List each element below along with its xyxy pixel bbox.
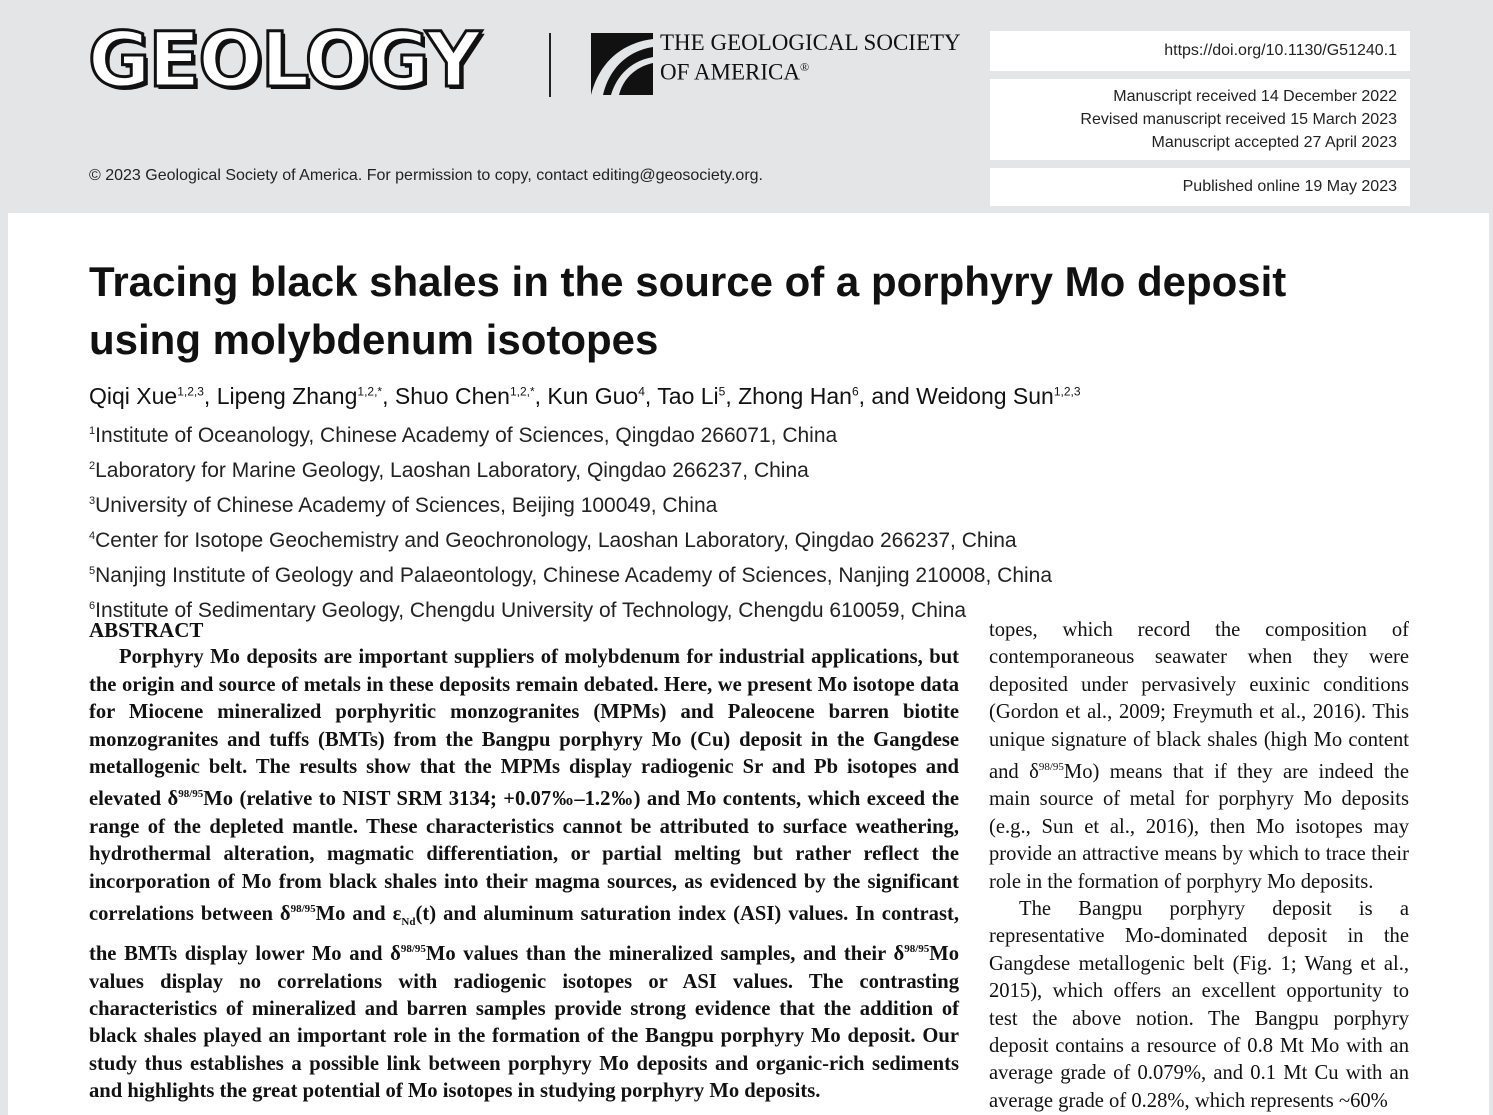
author: Shuo Chen$^{1,2,*}$, [394,383,548,409]
affiliation-item: $^3$University of Chinese Academy of Sciences, Beijing 100049, China [89,494,718,517]
published-box [990,168,1410,206]
page-margin-left [0,213,8,1115]
affiliation-item: $^4$Center for Isotope Geochemistry and Geochronology, Laoshan Laboratory, Qingdao 266237, China [89,529,1017,552]
affiliation-item: $^1$Institute of Oceanology, Chinese Academy of Sciences, Qingdao 266071, China [89,424,838,447]
author: Zhong Han$^6$, and [738,383,917,409]
journal-logo: GEOLOGY [88,15,479,104]
society-name [660,30,961,85]
affiliation-item: $^5$Nanjing Institute of Geology and Palaeontology, Chinese Academy of Sciences, Nanjing 210008, China [89,564,1053,587]
affiliation-list [89,416,1052,626]
affiliation-item: $^2$Laboratory for Marine Geology, Laoshan Laboratory, Qingdao 266237, China [89,459,809,482]
author: Lipeng Zhang$^{1,2,*}$, [216,383,395,409]
author: Weidong Sun$^{1,2,3}$ [916,383,1081,409]
doi-box [990,31,1410,71]
society-name-line2 [660,55,961,85]
registered-mark: ® [799,60,810,74]
affiliation-item: $^6$Institute of Sedimentary Geology, Chengdu University of Technology, Chengdu 610059, China [89,599,966,622]
gsa-logo-icon [591,33,653,95]
abstract-heading: ABSTRACT [89,618,204,642]
abstract-column [89,617,959,1106]
article-title: Tracing black shales in the source of a porphyry Mo deposit using molybdenum isotopes [89,258,1287,363]
copyright-notice: © 2023 Geological Society of America. For permission to copy, contact editing@geosociety.org. [89,167,763,184]
dates-box [990,79,1410,160]
page-margin-right [1489,213,1493,1115]
body-paragraph: The Bangpu porphyry deposit is a representative Mo-dominated deposit in the Gangdese metallogenic belt (Fig. 1; Wang et al., 2015), which offers an excellent opportunity to test the above notion. The Bangpu porphyry deposit contains a resource of 0.8 Mt Mo with an average grade of 0.079%, and 0.1 Mt Cu with an average grade of 0.28%, which represents ~60% [989,897,1409,1112]
published-date: Published online 19 May 2023 [1182,178,1397,195]
author-list [89,383,1081,410]
doi-link[interactable]: https://doi.org/10.1130/G51240.1 [1164,42,1397,59]
abstract-text: Porphyry Mo deposits are important suppliers of molybdenum for industrial applications, but the origin and source of metals in these deposits remain debated. Here, we present Mo isotope data for Miocene mineralized porphyritic monzogranites (MPMs) and Paleocene barren biotite monzogranites and tuffs (BMTs) from the Bangpu porphyry Mo (Cu) deposit in the Gangdese metallogenic belt. The results show that the MPMs display radiogenic Sr and Pb isotopes and elevated $\delta^{98/95}Mo$ (relative to NIST SRM 3134; +0.07‰–1.2‰) and Mo contents, which exceed the range of the depleted mantle. These characteristics cannot be attributed to surface weathering, hydrothermal alteration, magmatic differentiation, or partial melting but rather reflect the incorporation of Mo from black shales into their magma sources, as evidenced by the significant correlations between $\delta^{98/95}Mo$ and $\varepsilon_{Nd}(t)$ and aluminum saturation index (ASI) values. In contrast, the BMTs display lower Mo and $\delta^{98/95}Mo$ values than the mineralized samples, and their $\delta^{98/95}Mo$ values display no correlations with radiogenic isotopes or ASI values. The contrasting characteristics of mineralized and barren samples provide strong evidence that the addition of black shales played an important role in the formation of the Bangpu porphyry Mo deposit. Our study thus establishes a possible link between porphyry Mo deposits and organic-rich sediments and highlights the great potential of Mo isotopes in studying porphyry Mo deposits. [89,646,959,1103]
author: Tao Li$^5$, [657,383,739,409]
revised-date: Revised manuscript received 15 March 2023 [1080,111,1397,128]
author: Kun Guo$^4$, [547,383,658,409]
author: Qiqi Xue$^{1,2,3}$, [89,383,217,409]
logo-divider [549,33,551,97]
accepted-date: Manuscript accepted 27 April 2023 [1151,134,1397,151]
society-name-line1: THE GEOLOGICAL SOCIETY [660,30,961,55]
body-column-right [989,617,1409,1115]
body-paragraph: topes, which record the composition of contemporaneous seawater when they were deposited under pervasively euxinic conditions (Gordon et al., 2009; Freymuth et al., 2016). This unique signature of black shales (high Mo content and $\delta^{98/95}Mo$) means that if they are indeed the main source of metal for porphyry Mo deposits (e.g., Sun et al., 2016), then Mo isotopes may provide an attractive means by which to trace their role in the formation of porphyry Mo deposits. [989,619,1409,893]
society-name-line2-text: OF AMERICA [660,59,800,85]
received-date: Manuscript received 14 December 2022 [1113,88,1397,105]
